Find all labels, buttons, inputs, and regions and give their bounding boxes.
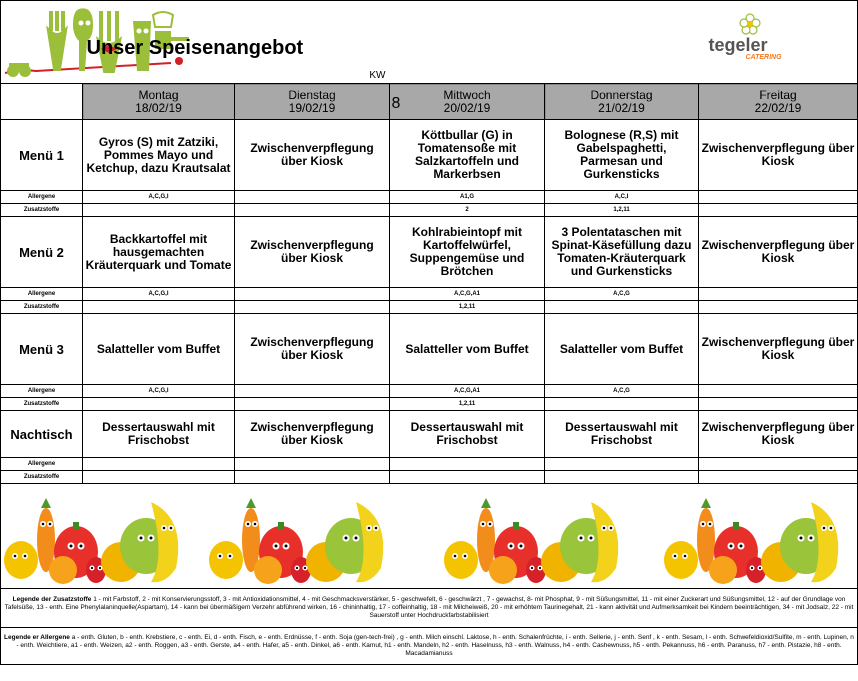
allergene-cell [545,458,699,471]
zusatzstoffe-label: Zusatzstoffe [1,301,83,314]
zusatzstoffe-cell [699,471,858,484]
zusatzstoffe-cell: 1,2,11 [545,204,699,217]
header-row [1,1,858,84]
allergene-cell [235,458,390,471]
kw-label: KW [369,70,386,81]
menu-label: Menü 2 [1,217,83,288]
legend-allergene [1,628,858,665]
dish-cell: Zwischenverpflegung über Kiosk [235,120,390,191]
dish-cell: Zwischenverpflegung über Kiosk [699,411,858,458]
allergene-cell: A,C,I [545,191,699,204]
allergene-cell: A,C,G,I [83,288,235,301]
zusatzstoffe-cell: 1,2,11 [390,301,545,314]
zusatzstoffe-cell [83,204,235,217]
zusatzstoffe-label: Zusatzstoffe [1,471,83,484]
legend-allergene-text: a - enth. Gluten, b - enth. Krebstiere, c - enth. Ei, d - enth. Fisch, e - enth. Erdnüsse, f - enth. Soja (gen-tech-frei) , g - enth. Milch einschl. Laktose, h - enth. Schalenfrüchte, i - enth. Sellerie, j - enth. Senf , k - enth. Sesam, l - enth. Schwefeldioxid/Sulfite, m - enth. Lupinen, n - enth. Weichtiere, a1 - enth. Weizen, a2 - enth. Roggen, a3 - enth. Gerste, a4 - enth. Hafer, a5 - enth. Dinkel, a6 - enth. Kamut, h1 - enth. Mandeln, h2 - enth. Haselnuss, h3 - enth. Walnuss, h4 - enth. Cashewnuss, h5 - enth. Pekannuss, h6 - enth. Paranuss, h7 - enth. Pistazie, h8 - enth. Macadamianuss [16,634,854,657]
day-header-mon: Montag 18/02/19 [83,84,235,120]
zusatzstoffe-cell [83,301,235,314]
zusatzstoffe-row [1,301,858,314]
zusatzstoffe-row [1,398,858,411]
allergene-cell [699,385,858,398]
corner-cell [1,84,83,120]
menu-row [1,120,858,191]
allergene-row [1,191,858,204]
menu-row [1,217,858,288]
allergene-row [1,458,858,471]
dish-cell: Bolognese (R,S) mit Gabelspaghetti, Parmesan und Gurkensticks [545,120,699,191]
menu-row [1,411,858,458]
fruit-banner-row [1,484,858,589]
allergene-cell [699,288,858,301]
day-header-wed: Mittwoch 20/02/19 [390,84,545,120]
legend-allergene-title: Legende er Allergene [4,634,70,641]
dish-cell: Backkartoffel mit hausgemachten Kräuterquark und Tomate [83,217,235,288]
zusatzstoffe-cell [699,301,858,314]
allergene-cell [83,458,235,471]
page-title: Unser Speisenangebot [86,37,304,59]
day-header-thu: Donnerstag 21/02/19 [545,84,699,120]
allergene-row [1,288,858,301]
zusatzstoffe-cell [390,471,545,484]
allergene-label: Allergene [1,288,83,301]
zusatzstoffe-cell [545,471,699,484]
dish-cell: Dessertauswahl mit Frischobst [545,411,699,458]
brand-sub: CATERING [745,54,782,61]
dish-cell: Salatteller vom Buffet [390,314,545,385]
zusatzstoffe-label: Zusatzstoffe [1,398,83,411]
title-cell [83,1,390,84]
zusatzstoffe-cell [235,471,390,484]
brand-cell [699,1,858,84]
dish-cell: Zwischenverpflegung über Kiosk [699,217,858,288]
dish-cell: Dessertauswahl mit Frischobst [390,411,545,458]
allergene-cell: A,C,G,I [83,385,235,398]
fruit-banner-cell [1,484,858,589]
zusatzstoffe-cell [83,471,235,484]
menu-label: Menü 1 [1,120,83,191]
allergene-cell: A,C,G,I [83,191,235,204]
allergene-cell: A,C,G [545,385,699,398]
zusatzstoffe-cell: 2 [390,204,545,217]
legend-zusatzstoffe [1,589,858,628]
dish-cell: Salatteller vom Buffet [545,314,699,385]
zusatzstoffe-row [1,471,858,484]
day-header-fri: Freitag 22/02/19 [699,84,858,120]
day-header-tue: Dienstag 19/02/19 [235,84,390,120]
allergene-label: Allergene [1,385,83,398]
allergene-row [1,385,858,398]
zusatzstoffe-cell [235,301,390,314]
dish-cell: 3 Polentataschen mit Spinat-Käsefüllung dazu Tomaten-Kräuterquark und Gurkensticks [545,217,699,288]
allergene-label: Allergene [1,191,83,204]
legend-zusatzstoffe-title: Legende der Zusatzstoffe [12,596,92,603]
zusatzstoffe-cell [545,398,699,411]
allergene-cell [390,458,545,471]
dish-cell: Gyros (S) mit Zatziki, Pommes Mayo und Ketchup, dazu Krautsalat [83,120,235,191]
zusatzstoffe-row [1,204,858,217]
zusatzstoffe-label: Zusatzstoffe [1,204,83,217]
allergene-cell: A,C,G [545,288,699,301]
dish-cell: Salatteller vom Buffet [83,314,235,385]
allergene-cell [235,288,390,301]
zusatzstoffe-cell [83,398,235,411]
allergene-cell: A1,G [390,191,545,204]
dish-cell: Kohlrabieintopf mit Kartoffelwürfel, Suppengemüse und Brötchen [390,217,545,288]
allergene-cell [235,385,390,398]
zusatzstoffe-cell: 1,2,11 [390,398,545,411]
kw-value: 8 [391,95,401,112]
allergene-label: Allergene [1,458,83,471]
header-empty-cell [545,1,699,84]
allergene-cell: A,C,G,A1 [390,385,545,398]
zusatzstoffe-cell [235,204,390,217]
dish-cell: Zwischenverpflegung über Kiosk [699,120,858,191]
legend-zusatzstoffe-text: 1 - mit Farbstoff, 2 - mit Konservierungsstoff, 3 - mit Antioxidationsmittel, 4 - mit Geschmacksverstärker, 5 - geschwefelt, 6 - geschwärzt , 7 - gewachst, 8- mit Phosphat, 9 - mit Süßungsmittel, 11 - mit einer Zuckerart und Süßungsmittel, 12 - auf der Grundlage von Tafelsüße, 13 - enth. Eine Phenylalaninquelle(Aspartam), 14 - kann bei übermäßigem Verzehr abführend wirken, 16 - chininhaltig, 17 - coffeinhaltig, 18 - mit Milcheiweiß, 20 - mit erhöhtem Taurinegehalt, 21 - kann aktivität und Aufmerksamkeit bei Kindern beeinträchtigen, 34 - mit Jodsalz, 22 - mit Sauerstoff unter Hochdruckfarbstabilisiert [4,596,854,619]
dish-cell: Zwischenverpflegung über Kiosk [235,217,390,288]
allergene-cell [699,458,858,471]
dish-cell: Dessertauswahl mit Frischobst [83,411,235,458]
legend-zusatzstoffe-row [1,589,858,628]
menu-row [1,314,858,385]
dish-cell: Zwischenverpflegung über Kiosk [699,314,858,385]
allergene-cell: A,C,G,A1 [390,288,545,301]
legend-allergene-row [1,628,858,665]
allergene-cell [235,191,390,204]
dish-cell: Köttbullar (G) in Tomatensoße mit Salzkartoffeln und Markerbsen [390,120,545,191]
flower-logo-icon [739,13,761,35]
fruit-characters-image [1,484,856,588]
zusatzstoffe-cell [545,301,699,314]
zusatzstoffe-cell [699,204,858,217]
dish-cell: Zwischenverpflegung über Kiosk [235,314,390,385]
zusatzstoffe-cell [235,398,390,411]
allergene-cell [699,191,858,204]
menu-label: Nachtisch [1,411,83,458]
dish-cell: Zwischenverpflegung über Kiosk [235,411,390,458]
brand-name: tegeler [708,35,768,55]
menu-label: Menü 3 [1,314,83,385]
zusatzstoffe-cell [699,398,858,411]
logo-cell [1,1,83,84]
